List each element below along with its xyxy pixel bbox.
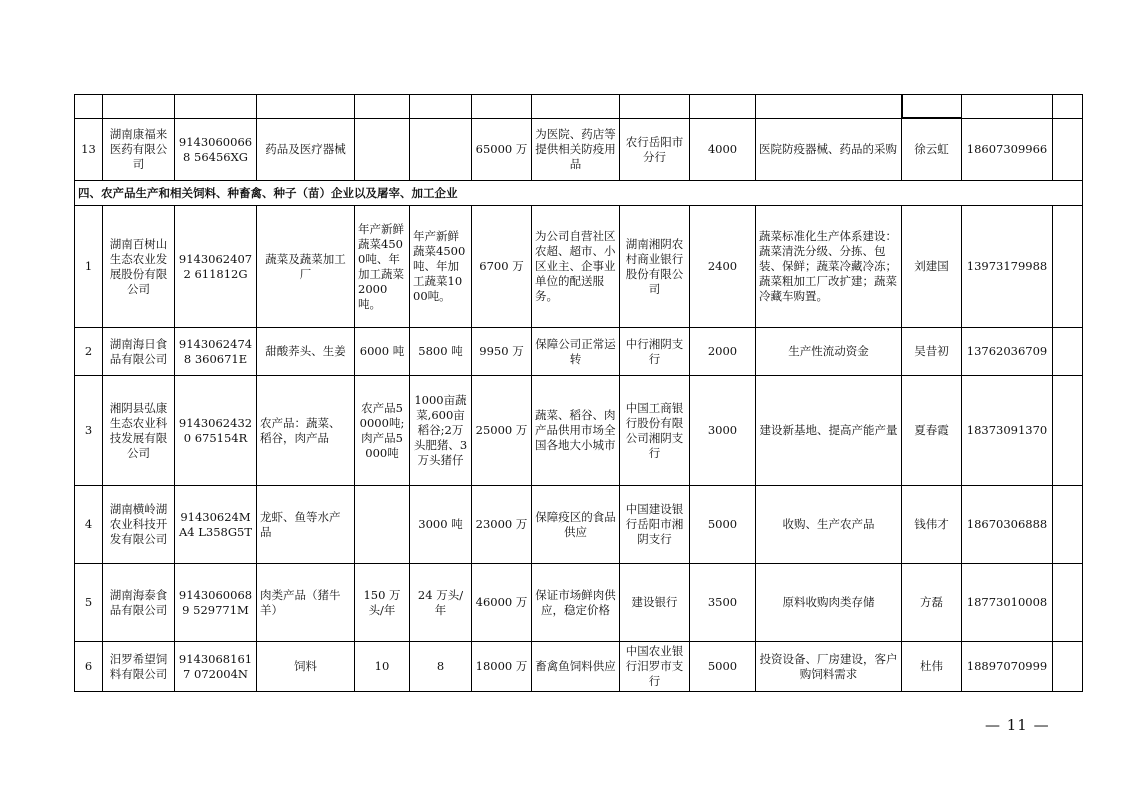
- table-row: [75, 564, 1083, 642]
- remark: [1053, 486, 1083, 564]
- contact: 钱伟才: [902, 486, 962, 564]
- capacity: 6000 吨: [355, 328, 410, 376]
- row-number: 13: [75, 119, 103, 181]
- contact: [902, 95, 962, 119]
- company-name: 湖南海泰食品有限公司: [103, 564, 175, 642]
- row-number: 5: [75, 564, 103, 642]
- bank: 中国建设银行岳阳市湘阴支行: [620, 486, 690, 564]
- main-product: 肉类产品（猪牛羊）: [257, 564, 355, 642]
- row-number: 6: [75, 642, 103, 692]
- amount: 6700 万: [472, 206, 532, 328]
- amount: [472, 95, 532, 119]
- company-name: 湖南海日食品有限公司: [103, 328, 175, 376]
- purpose: 保证市场鲜肉供应，稳定价格: [532, 564, 620, 642]
- remark: [1053, 376, 1083, 486]
- phone: 18670306888: [962, 486, 1053, 564]
- loan-use: [756, 95, 902, 119]
- loan-use: 蔬菜标准化生产体系建设：蔬菜清洗分级、分拣、包装、保鲜；蔬菜冷藏冷冻；蔬菜粗加工厂改扩建；蔬菜冷藏车购置。: [756, 206, 902, 328]
- loan-use: 建设新基地、提高产能产量: [756, 376, 902, 486]
- loan-amount: 3000: [690, 376, 756, 486]
- bank: [620, 95, 690, 119]
- credit-code: 91430624748 360671E: [175, 328, 257, 376]
- row-number: [75, 95, 103, 119]
- credit-code: 91430624MA4 L358G5T: [175, 486, 257, 564]
- amount: 23000 万: [472, 486, 532, 564]
- table-row: [75, 95, 1083, 119]
- remark: [1053, 642, 1083, 692]
- purpose: 畜禽鱼饲料供应: [532, 642, 620, 692]
- row-number: 4: [75, 486, 103, 564]
- capacity: 10: [355, 642, 410, 692]
- capacity: 年产新鲜蔬菜4500吨、年加工蔬菜2000吨。: [355, 206, 410, 328]
- company-name: 湖南康福来医药有限公司: [103, 119, 175, 181]
- main-product: 饲料: [257, 642, 355, 692]
- output: 3000 吨: [410, 486, 472, 564]
- company-name: 湘阴县弘康生态农业科技发展有限公司: [103, 376, 175, 486]
- table-row: [75, 642, 1083, 692]
- amount: 65000 万: [472, 119, 532, 181]
- loan-use: 医院防疫器械、药品的采购: [756, 119, 902, 181]
- phone: 13973179988: [962, 206, 1053, 328]
- loan-amount: 5000: [690, 486, 756, 564]
- remark: [1053, 564, 1083, 642]
- amount: 25000 万: [472, 376, 532, 486]
- capacity: [355, 95, 410, 119]
- phone: 13762036709: [962, 328, 1053, 376]
- phone: 18373091370: [962, 376, 1053, 486]
- bank: 农行岳阳市分行: [620, 119, 690, 181]
- table-row: [75, 206, 1083, 328]
- company-name: [103, 95, 175, 119]
- bank: 建设银行: [620, 564, 690, 642]
- contact: 刘建国: [902, 206, 962, 328]
- output: 24 万头/年: [410, 564, 472, 642]
- bank: 湖南湘阴农村商业银行股份有限公司: [620, 206, 690, 328]
- contact: 杜伟: [902, 642, 962, 692]
- section-header-row: [75, 181, 1083, 206]
- main-product: [257, 95, 355, 119]
- phone: 18607309966: [962, 119, 1053, 181]
- remark: [1053, 206, 1083, 328]
- remark: [1053, 95, 1083, 119]
- row-number: 3: [75, 376, 103, 486]
- purpose: 保障疫区的食品供应: [532, 486, 620, 564]
- capacity: [355, 486, 410, 564]
- purpose: 保障公司正常运转: [532, 328, 620, 376]
- table-row: [75, 486, 1083, 564]
- output: [410, 95, 472, 119]
- table-row: [75, 376, 1083, 486]
- row-number: 2: [75, 328, 103, 376]
- contact: 吴昔初: [902, 328, 962, 376]
- section-title: 四、农产品生产和相关饲料、种畜禽、种子（苗）企业以及屠宰、加工企业: [75, 181, 1083, 206]
- contact: 方磊: [902, 564, 962, 642]
- amount: 9950 万: [472, 328, 532, 376]
- bank: 中国工商银行股份有限公司湘阴支行: [620, 376, 690, 486]
- company-name: 湖南百树山生态农业发展股份有限公司: [103, 206, 175, 328]
- phone: 18773010008: [962, 564, 1053, 642]
- credit-code: 91430600668 56456XG: [175, 119, 257, 181]
- contact: 夏春霞: [902, 376, 962, 486]
- loan-amount: [690, 95, 756, 119]
- main-product: 甜酸荞头、生姜: [257, 328, 355, 376]
- loan-use: 收购、生产农产品: [756, 486, 902, 564]
- enterprise-table: [74, 94, 1083, 692]
- amount: 18000 万: [472, 642, 532, 692]
- loan-amount: 3500: [690, 564, 756, 642]
- remark: [1053, 119, 1083, 181]
- credit-code: 91430624320 675154R: [175, 376, 257, 486]
- table-row: [75, 328, 1083, 376]
- purpose: [532, 95, 620, 119]
- main-product: 蔬菜及蔬菜加工厂: [257, 206, 355, 328]
- loan-use: 原料收购肉类存储: [756, 564, 902, 642]
- amount: 46000 万: [472, 564, 532, 642]
- row-number: 1: [75, 206, 103, 328]
- output: 5800 吨: [410, 328, 472, 376]
- output: 8: [410, 642, 472, 692]
- purpose: 蔬菜、稻谷、肉产品供用市场全国各地大小城市: [532, 376, 620, 486]
- main-product: 龙虾、鱼等水产品: [257, 486, 355, 564]
- credit-code: 91430600689 529771M: [175, 564, 257, 642]
- output: 1000亩蔬菜,600亩稻谷;2万头肥猪、3万头猪仔: [410, 376, 472, 486]
- capacity: 农产品50000吨;肉产品5000吨: [355, 376, 410, 486]
- company-name: 湖南横岭湖农业科技开发有限公司: [103, 486, 175, 564]
- table-row: [75, 119, 1083, 181]
- purpose: 为医院、药店等提供相关防疫用品: [532, 119, 620, 181]
- contact: 徐云虹: [902, 119, 962, 181]
- bank: 中行湘阴支行: [620, 328, 690, 376]
- loan-use: 投资设备、厂房建设，客户购饲料需求: [756, 642, 902, 692]
- output: [410, 119, 472, 181]
- phone: 18897070999: [962, 642, 1053, 692]
- credit-code: [175, 95, 257, 119]
- main-product: 药品及医疗器械: [257, 119, 355, 181]
- loan-use: 生产性流动资金: [756, 328, 902, 376]
- purpose: 为公司自营社区农超、超市、小区业主、企事业单位的配送服务。: [532, 206, 620, 328]
- loan-amount: 4000: [690, 119, 756, 181]
- phone: [962, 95, 1053, 119]
- main-product: 农产品：蔬菜、稻谷，肉产品: [257, 376, 355, 486]
- capacity: [355, 119, 410, 181]
- page-number: — 11 —: [985, 716, 1050, 734]
- credit-code: 91430681617 072004N: [175, 642, 257, 692]
- loan-amount: 5000: [690, 642, 756, 692]
- capacity: 150 万头/年: [355, 564, 410, 642]
- remark: [1053, 328, 1083, 376]
- output: 年产新鲜蔬菜4500吨、年加工蔬菜1000吨。: [410, 206, 472, 328]
- credit-code: 91430624072 611812G: [175, 206, 257, 328]
- loan-amount: 2400: [690, 206, 756, 328]
- company-name: 汨罗希望饲料有限公司: [103, 642, 175, 692]
- bank: 中国农业银行汨罗市支行: [620, 642, 690, 692]
- loan-amount: 2000: [690, 328, 756, 376]
